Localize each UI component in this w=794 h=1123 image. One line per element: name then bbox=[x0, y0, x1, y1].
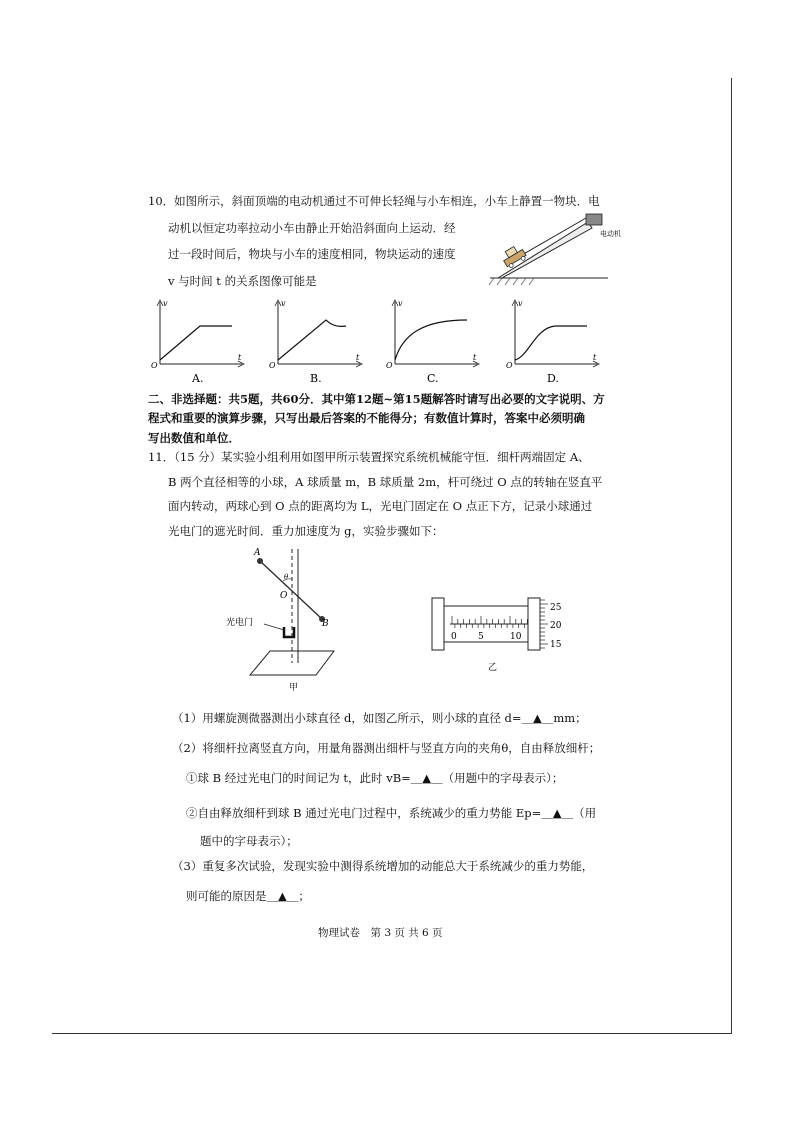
origin-label: O bbox=[386, 361, 393, 370]
q11-line2: B 两个直径相等的小球，A 球质量 m，B 球质量 2m，杆可绕过 O 点的转轴在竖直平 bbox=[168, 475, 603, 489]
origin-label: O bbox=[151, 361, 158, 370]
q11-line1: 11．（15 分）某实验小组利用如图甲所示装置探究系统机械能守恒．细杆两端固定 A、 bbox=[148, 450, 590, 464]
axis-arrow-icon bbox=[275, 300, 362, 367]
gate-label: 光电门 bbox=[226, 618, 254, 628]
q11-sub2b: ②自由释放细杆到球 B 通过光电门过程中，系统减少的重力势能 Ep=＿▲＿（用 bbox=[186, 806, 597, 820]
graph-option-a bbox=[150, 298, 250, 385]
option-label: C. bbox=[427, 372, 439, 385]
page-right-border bbox=[731, 78, 732, 1033]
figure-yi-micrometer bbox=[430, 594, 590, 674]
velocity-curve bbox=[515, 326, 587, 360]
axis-label-v: v bbox=[518, 299, 523, 308]
q10-line2: 动机以恒定功率拉动小车由静止开始沿斜面向上运动．经 bbox=[168, 221, 456, 235]
thimble-15: 15 bbox=[550, 640, 562, 650]
label-O: O bbox=[280, 591, 288, 601]
option-label: A. bbox=[192, 372, 204, 385]
graph-option-c bbox=[385, 298, 485, 385]
graph-axes bbox=[395, 302, 477, 364]
q10-line1: 10．如图所示，斜面顶端的电动机通过不可伸长轻绳与小车相连，小车上静置一物块．电 bbox=[148, 194, 600, 208]
thimble-ticks bbox=[540, 600, 548, 648]
velocity-curve bbox=[278, 320, 346, 360]
caption-yi: 乙 bbox=[488, 663, 498, 673]
q11-line4: 光电门的遮光时间．重力加速度为 g，实验步骤如下： bbox=[168, 524, 444, 538]
axis-label-v: v bbox=[281, 299, 286, 308]
q11-sub3: （3）重复多次试验，发现实验中测得系统增加的动能总大于系统减少的重力势能， bbox=[172, 859, 594, 873]
origin-label: O bbox=[269, 361, 276, 370]
incline-motor-figure bbox=[488, 212, 638, 292]
section2-line1: 二、非选择题：共5题，共60分．其中第12题~第15题解答时请写出必要的文字说明、方 bbox=[148, 392, 605, 406]
option-label: B. bbox=[310, 372, 322, 385]
q11-sub2: （2）将细杆拉离竖直方向，用量角器测出细杆与竖直方向的夹角θ，自由释放细杆； bbox=[172, 741, 601, 755]
graph-option-d bbox=[505, 298, 605, 385]
section2-line2: 程式和重要的演算步骤，只写出最后答案的不能得分；有数值计算时，答案中必须明确 bbox=[148, 411, 585, 425]
q11-line3: 面内转动，两球心到 O 点的距离均为 L，光电门固定在 O 点正下方，记录小球通过 bbox=[168, 499, 593, 513]
main-scale-ticks bbox=[452, 616, 527, 628]
axis-arrow-icon bbox=[392, 300, 479, 367]
scale-10: 10 bbox=[510, 632, 522, 642]
q11-sub2a: ①球 B 经过光电门的时间记为 t，此时 vB=＿▲＿（用题中的字母表示）； bbox=[186, 771, 564, 785]
axis-label-t: t bbox=[356, 353, 360, 362]
section2-line3: 写出数值和单位． bbox=[148, 431, 240, 445]
graph-axes bbox=[160, 302, 242, 364]
caption-jia: 甲 bbox=[289, 683, 299, 693]
velocity-curve bbox=[395, 320, 467, 360]
figure-jia bbox=[222, 545, 342, 695]
motor-label: 电动机 bbox=[600, 230, 621, 238]
axis-label-t: t bbox=[593, 353, 597, 362]
q10-line3: 过一段时间后，物块与小车的速度相同，物块运动的速度 bbox=[168, 247, 456, 261]
axis-arrow-icon bbox=[157, 300, 244, 367]
q10-line4: v 与时间 t 的关系图像可能是 bbox=[168, 274, 317, 288]
q11-sub1: （1）用螺旋测微器测出小球直径 d，如图乙所示，则小球的直径 d=＿▲＿mm； bbox=[172, 711, 587, 725]
thimble-25: 25 bbox=[550, 603, 562, 613]
option-label: D. bbox=[547, 372, 559, 385]
axis-arrow-icon bbox=[512, 300, 599, 367]
origin-label: O bbox=[506, 361, 513, 370]
axis-label-v: v bbox=[398, 299, 403, 308]
graph-option-b bbox=[268, 298, 368, 385]
velocity-curve bbox=[160, 326, 232, 360]
axis-label-v: v bbox=[163, 299, 168, 308]
label-theta: θ bbox=[284, 573, 289, 581]
graph-axes bbox=[515, 302, 597, 364]
q11-sub2b-cont: 题中的字母表示）； bbox=[200, 834, 298, 848]
axis-label-t: t bbox=[473, 353, 477, 362]
graph-axes bbox=[278, 302, 360, 364]
label-B: B bbox=[322, 619, 329, 629]
page-bottom-border bbox=[52, 1033, 732, 1034]
page-footer: 物理试卷 第 3 页 共 6 页 bbox=[318, 927, 443, 939]
thimble-20: 20 bbox=[550, 621, 562, 631]
scale-5: 5 bbox=[478, 632, 484, 642]
label-A: A bbox=[254, 548, 261, 558]
scale-0: 0 bbox=[451, 632, 457, 642]
axis-label-t: t bbox=[238, 353, 242, 362]
q11-sub3-cont: 则可能的原因是＿▲＿； bbox=[186, 889, 310, 903]
